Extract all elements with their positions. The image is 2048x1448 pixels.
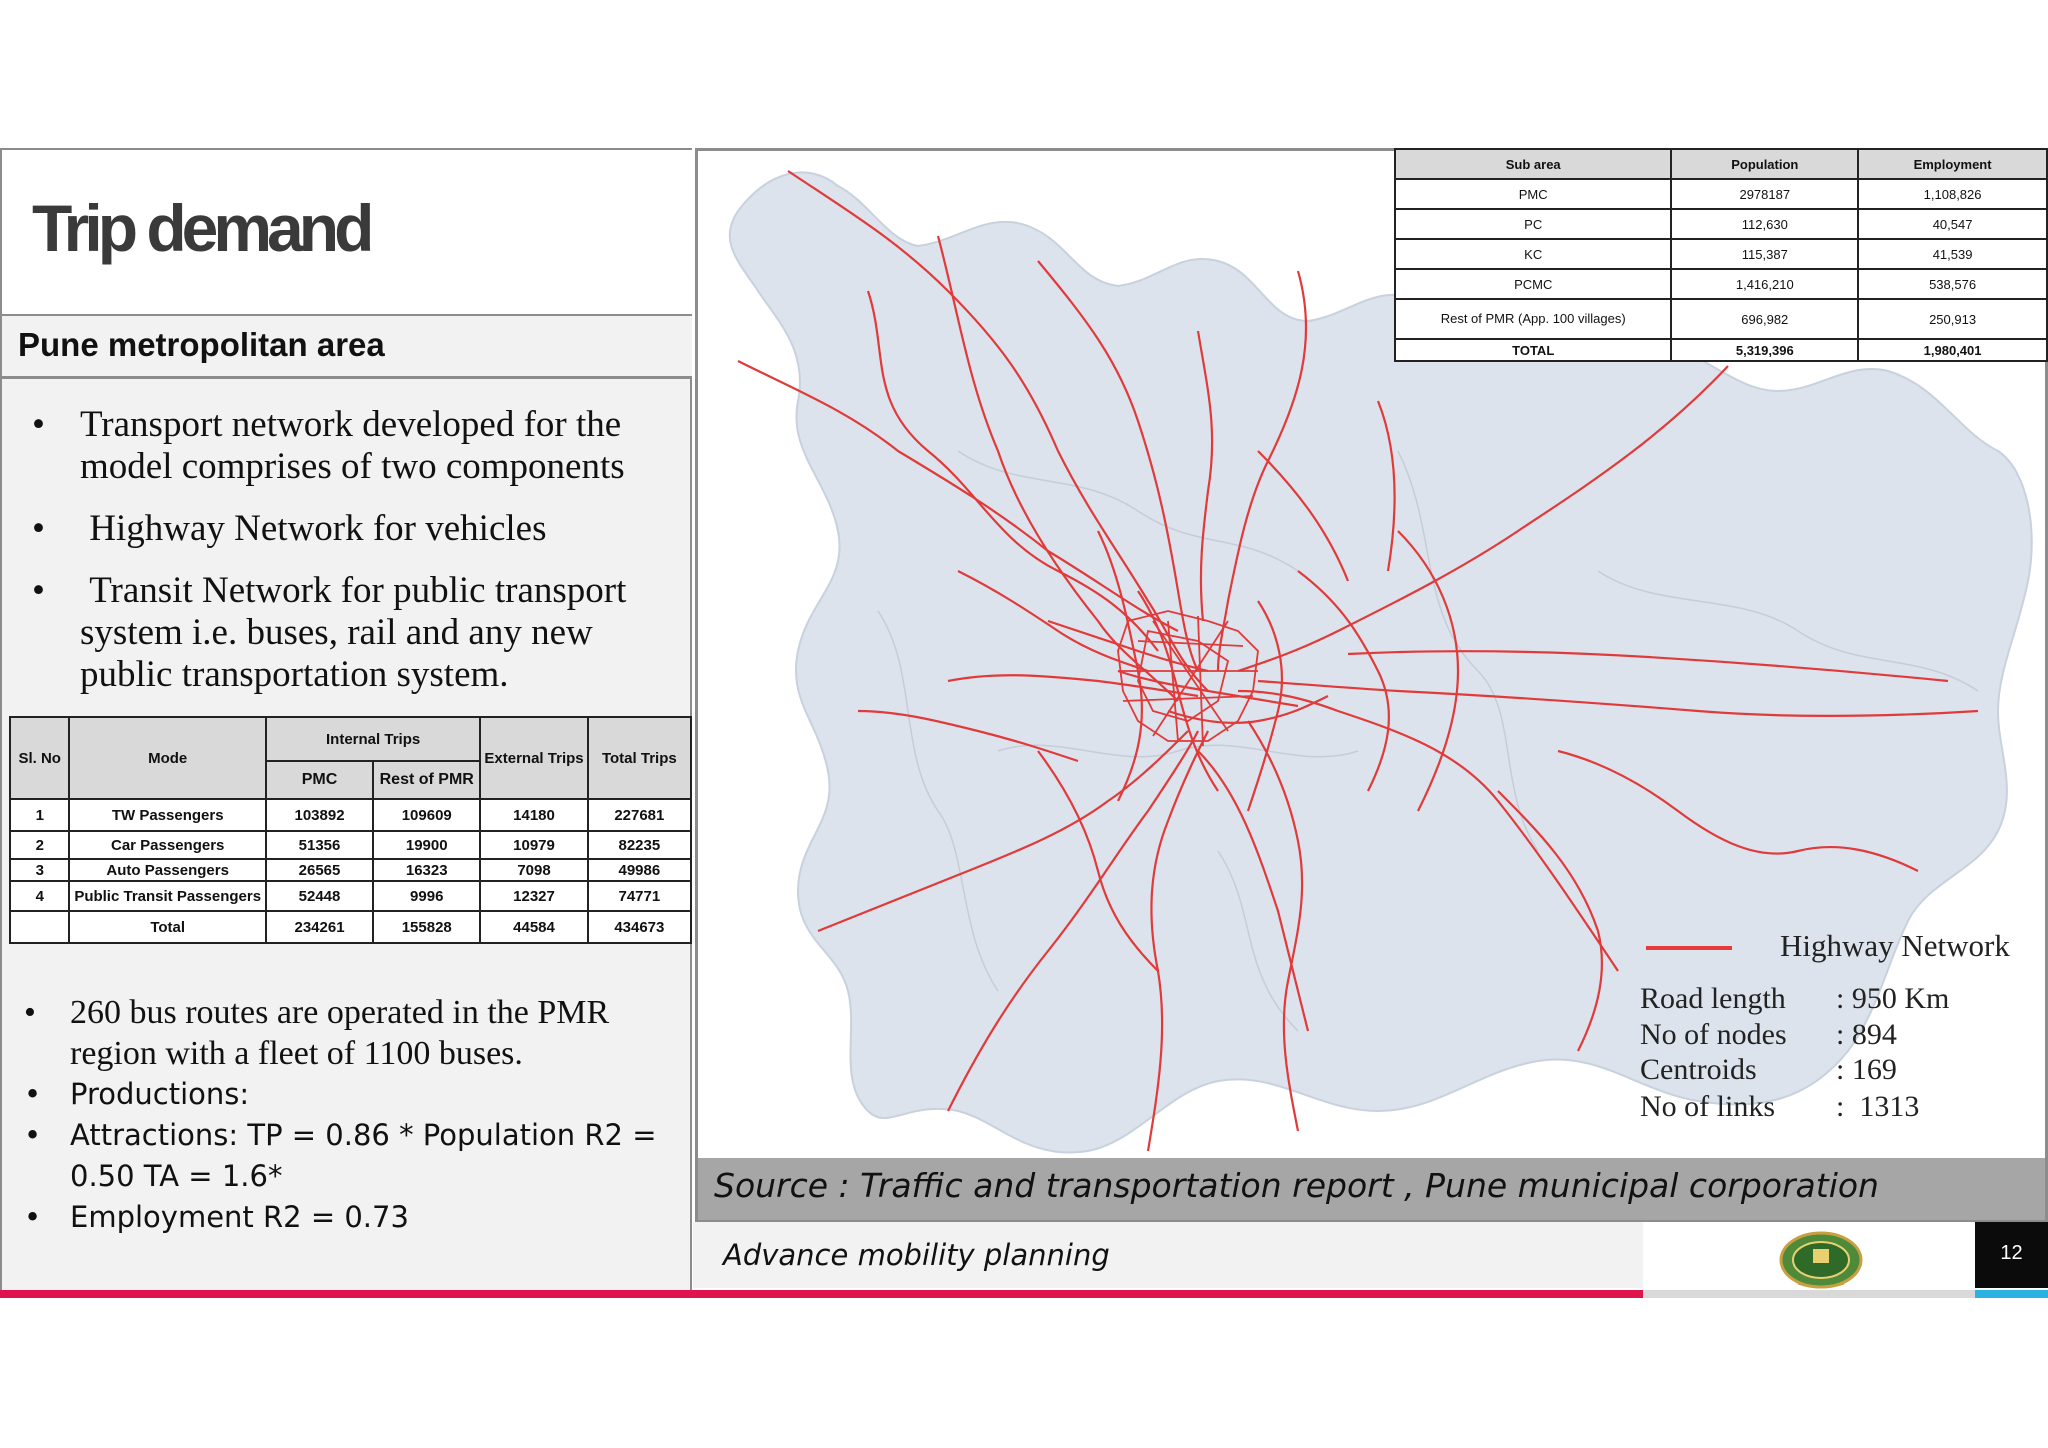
table-cell: 26565	[266, 859, 373, 881]
table-cell: 696,982	[1671, 299, 1858, 339]
stat-label: No of nodes	[1640, 1018, 1787, 1051]
table-cell: 12327	[480, 881, 587, 911]
th-sub-area: Sub area	[1395, 149, 1671, 179]
stat-label: Road length	[1640, 982, 1786, 1015]
legend-swatch	[1646, 946, 1732, 950]
table-cell: 3	[10, 859, 69, 881]
subtitle-box	[2, 316, 692, 379]
table-cell: TW Passengers	[69, 799, 265, 831]
bullet-dot: •	[24, 994, 36, 1031]
bullet-text: Transport network developed for the model comprises of two components	[80, 404, 625, 487]
stat-value: : 950 Km	[1836, 982, 1950, 1015]
source-text: Source : Traffic and transportation report , Pune municipal corporation	[714, 1166, 1879, 1205]
table-cell: 44584	[480, 911, 587, 943]
table-cell: 82235	[588, 831, 691, 859]
footer-rule-grey	[1643, 1290, 1975, 1298]
table-cell: PMC	[1395, 179, 1671, 209]
table-cell: 52448	[266, 881, 373, 911]
table-cell: 10979	[480, 831, 587, 859]
bullets-bottom	[24, 992, 684, 1238]
bullet-dot: •	[32, 570, 45, 611]
table-cell: 9996	[373, 881, 480, 911]
table-cell: Auto Passengers	[69, 859, 265, 881]
table-total-row	[10, 911, 691, 943]
table-cell: 434673	[588, 911, 691, 943]
table-row	[10, 881, 691, 911]
th-rest-of-pmr: Rest of PMR	[373, 761, 480, 799]
bullet-text: Attractions: TP = 0.86 * Population R2 = 0.50 TA = 1.6*	[70, 1118, 657, 1193]
left-panel	[0, 148, 692, 1292]
table-cell: 41,539	[1858, 239, 2047, 269]
table-cell: PCMC	[1395, 269, 1671, 299]
table-cell: PC	[1395, 209, 1671, 239]
table-cell: 4	[10, 881, 69, 911]
slide	[0, 148, 2048, 1302]
bullet-item	[32, 508, 682, 550]
stat-label: No of links	[1640, 1090, 1775, 1123]
table-cell: 14180	[480, 799, 587, 831]
population-table	[1394, 148, 2048, 362]
stat-value: : 169	[1836, 1053, 1897, 1086]
bullet-text: Highway Network for vehicles	[80, 508, 547, 549]
table-cell: 49986	[588, 859, 691, 881]
table-row	[1395, 209, 2047, 239]
map-legend	[1640, 928, 2040, 1158]
bullet-item	[24, 992, 684, 1074]
table-cell: 227681	[588, 799, 691, 831]
table-cell: 1	[10, 799, 69, 831]
table-total-row	[1395, 339, 2047, 361]
slide-subtitle: Pune metropolitan area	[18, 326, 385, 363]
table-cell: 5,319,396	[1671, 339, 1858, 361]
table-cell: 109609	[373, 799, 480, 831]
stat-value: : 1313	[1836, 1090, 1920, 1123]
table-cell: Car Passengers	[69, 831, 265, 859]
bullet-dot: •	[24, 1200, 42, 1234]
table-cell: 112,630	[1671, 209, 1858, 239]
table-cell: 1,416,210	[1671, 269, 1858, 299]
footer-text: Advance mobility planning	[723, 1238, 1110, 1272]
table-cell: 74771	[588, 881, 691, 911]
page-number: 12	[2000, 1242, 2023, 1264]
bullet-dot: •	[32, 404, 45, 445]
table-row	[10, 799, 691, 831]
source-bar	[698, 1158, 2045, 1220]
bullet-item	[24, 1115, 684, 1197]
th-external-trips: External Trips	[480, 717, 587, 799]
table-cell: 1,980,401	[1858, 339, 2047, 361]
table-row	[1395, 239, 2047, 269]
th-pmc: PMC	[266, 761, 373, 799]
stat-value: : 894	[1836, 1018, 1897, 1051]
table-cell: 115,387	[1671, 239, 1858, 269]
th-employment: Employment	[1858, 149, 2047, 179]
bullet-text: Productions:	[70, 1077, 250, 1111]
slide-title: Trip demand	[32, 191, 370, 265]
table-cell: 234261	[266, 911, 373, 943]
trip-table	[9, 716, 692, 944]
th-population: Population	[1671, 149, 1858, 179]
footer-bar	[693, 1222, 1643, 1288]
table-cell: 250,913	[1858, 299, 2047, 339]
bullet-dot: •	[24, 1118, 42, 1152]
table-cell: 155828	[373, 911, 480, 943]
bullet-text: Transit Network for public transport system i.e. buses, rail and any new public transportation system.	[80, 570, 636, 695]
table-cell: Public Transit Passengers	[69, 881, 265, 911]
bullet-text: Employment R2 = 0.73	[70, 1200, 409, 1234]
page-number-box	[1975, 1222, 2048, 1288]
bullet-item	[32, 570, 682, 696]
bullet-item	[24, 1197, 684, 1238]
table-cell: 1,108,826	[1858, 179, 2047, 209]
bullet-item	[32, 404, 682, 488]
th-mode: Mode	[69, 717, 265, 799]
table-cell: 16323	[373, 859, 480, 881]
table-row	[1395, 179, 2047, 209]
th-sl-no: Sl. No	[10, 717, 69, 799]
table-cell: 19900	[373, 831, 480, 859]
bullet-dot: •	[32, 508, 45, 549]
table-cell: TOTAL	[1395, 339, 1671, 361]
table-cell: 2	[10, 831, 69, 859]
footer-rule-red	[0, 1290, 1643, 1298]
table-cell	[10, 911, 69, 943]
stat-label: Centroids	[1640, 1053, 1757, 1086]
legend-title: Highway Network	[1780, 928, 2010, 963]
table-cell: Total	[69, 911, 265, 943]
bullet-text: 260 bus routes are operated in the PMR region with a fleet of 1100 buses.	[70, 994, 610, 1072]
th-total-trips: Total Trips	[588, 717, 691, 799]
table-cell: Rest of PMR (App. 100 villages)	[1395, 299, 1671, 339]
table-cell: 51356	[266, 831, 373, 859]
title-box	[2, 150, 692, 316]
bullet-dot: •	[24, 1077, 42, 1111]
table-row	[1395, 269, 2047, 299]
th-internal-trips: Internal Trips	[266, 717, 480, 761]
table-row	[1395, 299, 2047, 339]
table-cell: KC	[1395, 239, 1671, 269]
table-cell: 7098	[480, 859, 587, 881]
table-row	[10, 831, 691, 859]
table-cell: 2978187	[1671, 179, 1858, 209]
bullets-top	[32, 404, 682, 716]
table-row	[10, 859, 691, 881]
bullet-item	[24, 1074, 684, 1115]
table-cell: 103892	[266, 799, 373, 831]
table-cell: 538,576	[1858, 269, 2047, 299]
footer-rule-cyan	[1975, 1290, 2048, 1298]
table-cell: 40,547	[1858, 209, 2047, 239]
institute-logo	[1778, 1231, 1864, 1289]
